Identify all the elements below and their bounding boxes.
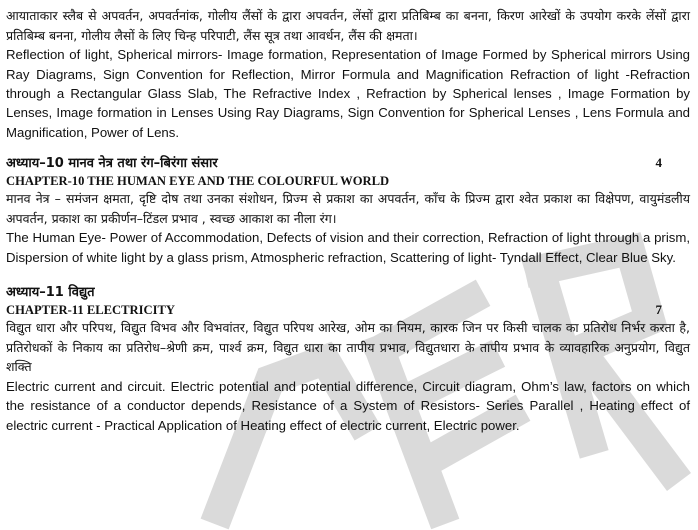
chapter-10-hindi-title: अध्याय–10 मानव नेत्र तथा रंग–बिरंगा संसार: [6, 156, 218, 172]
chapter-11-hindi-text: विद्युत धारा और परिपथ, विद्युत विभव और विभवांतर, विद्युत परिपथ आरेख, ओम का नियम, कारक जिन पर किसी चालक का प्रतिरोध निर्भर करता है, प्रतिरोधकों के निकाय का प्रतिरोध–श्रेणी क्रम, पार्श्व क्रम, विद्युत धारा का तापीय प्रभाव, विद्युतधारा के तापीय प्रभाव के व्यावहारिक अनुप्रयोग, विद्युत शक्ति: [6, 320, 690, 375]
chapter-11-marks: 7: [655, 302, 662, 318]
chapter-10-english-title: CHAPTER-10 THE HUMAN EYE AND THE COLOURFUL WORLD: [6, 174, 390, 189]
chapter-10-marks: 4: [655, 155, 662, 171]
light-english-text: Reflection of light, Spherical mirrors- Image formation, Representation of Image Formed by Spherical mirrors Using Ray Diagrams, Sign Convention for Reflection, Mirror Formula and Magnification Refraction of light -Refraction through a Rectangular Glass Slab, The Refractive Index , Refraction by Spherical lenses , Image Formation by Lenses, Image formation in Lenses Using Ray Diagrams, Sign Convention for Spherical Lenses , Lens Formula and Magnification, Power of Lens.: [6, 47, 690, 140]
chapter-10-hindi-text: मानव नेत्र – समंजन क्षमता, दृष्टि दोष तथा उनका संशोधन, प्रिज्म से प्रकाश का अपवर्तन, काँच के प्रिज्म द्वारा श्वेत प्रकाश का विक्षेपण, वायुमंडलीय अपवर्तन, प्रकाश का प्रकीर्णन–टिंडल प्रभाव , स्वच्छ आकाश का नीला रंग।: [6, 191, 690, 226]
chapter-11-english-text: Electric current and circuit. Electric potential and potential difference, Circuit diagram, Ohm’s law, factors on which the resistance of a conductor depends, Resistance of a System of Resistors- Series Parallel , Heating effect of electric current - Practical Application of Heating effect of electric current, Electric power.: [6, 379, 690, 433]
chapter-11-header: [6, 302, 690, 318]
section-light: [6, 6, 690, 142]
chapter-11: [6, 283, 690, 435]
chapter-11-english-title: CHAPTER-11 ELECTRICITY: [6, 303, 175, 318]
spacer: [6, 142, 690, 154]
chapter-10: [6, 154, 690, 267]
light-hindi-text: आयाताकार स्लैब से अपवर्तन, अपवर्तनांक, गोलीय लैंसों के द्वारा अपवर्तन, लेंसों द्वारा प्रतिबिम्ब का बनना, किरण आरेखों के उपयोग करके लेंसों द्वारा प्रतिबिम्ब बनना, गोलीय लैसों के लिए चिन्ह परिपाटी, लैंस सूत्र तथा आवर्धन, लैंस की क्षमता।: [6, 8, 690, 43]
chapter-10-header: [6, 154, 690, 173]
chapter-10-english-text: The Human Eye- Power of Accommodation, Defects of vision and their correction, Refraction of light through a prism, Dispersion of white light by a glass prism, Atmospheric refraction, Scattering of light- Tyndall Effect, Clear Blue Sky.: [6, 230, 690, 265]
chapter-11-hindi-title: अध्याय–11 विद्युत: [6, 285, 95, 301]
page-content: [6, 6, 690, 435]
spacer: [6, 267, 690, 283]
